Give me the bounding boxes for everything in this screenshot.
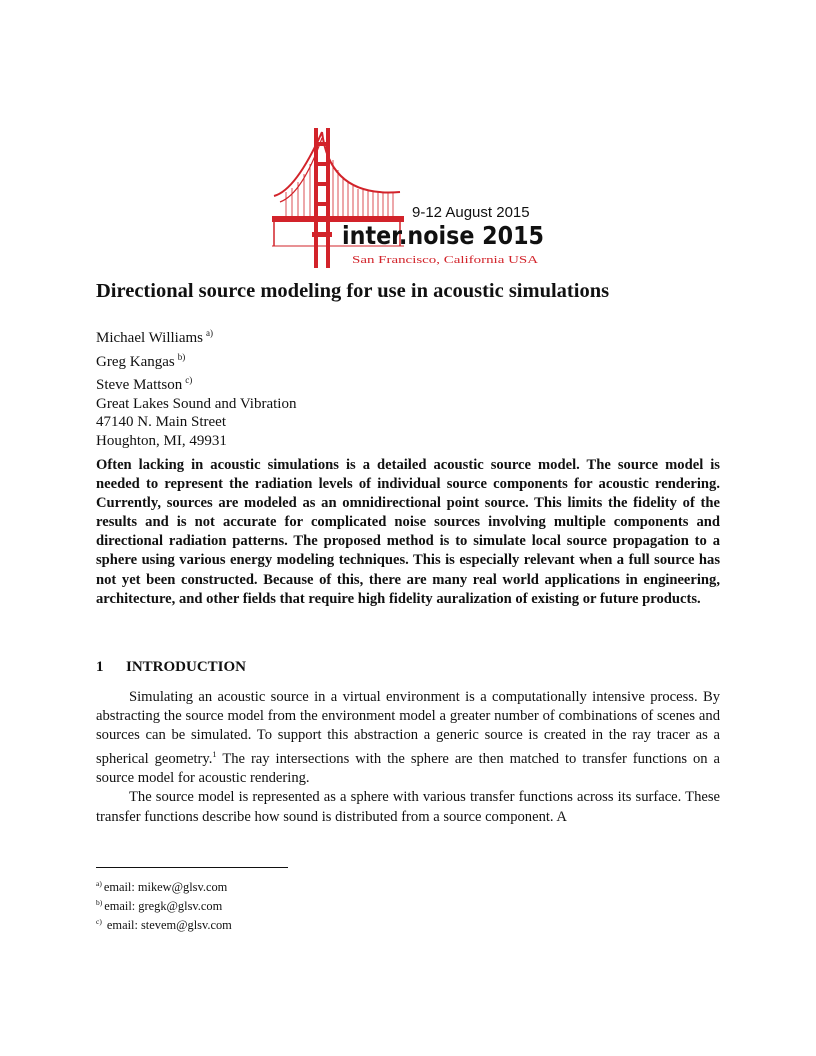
section-heading: [96, 659, 496, 676]
citation-ref: 1: [212, 749, 217, 760]
affiliation-city: Houghton, MI, 49931: [96, 432, 227, 449]
author-line: [96, 348, 496, 372]
author-line: [96, 371, 496, 395]
affiliation-org: Great Lakes Sound and Vibration: [96, 395, 297, 412]
author-mark: c): [185, 375, 193, 386]
footnote-mark: b): [96, 898, 103, 907]
author-name: Steve Mattson: [96, 377, 183, 394]
footnote-mark: a): [96, 879, 102, 888]
paper-title: Directional source modeling for use in acoustic simulations: [96, 280, 610, 302]
logo-date: 9-12 August 2015: [412, 204, 530, 221]
footnote-text: email: stevem@glsv.com: [103, 918, 232, 932]
abstract: Often lacking in acoustic simulations is a detailed acoustic source model. The source model is needed to represent the radiation levels of individual source components for acoustic rendering. Currently, sources are modeled as an omnidirectional point source. This limits the fidelity of the results and is not accurate for complicated noise sources involving multiple components and directional radiation patterns. The proposed method is to simulate local source propagation to a sphere using various energy modeling techniques. This is especially relevant when a full source has not yet been constructed. Because of this, there are many real world applications in engineering, architecture, and other fields that require high fidelity auralization of existing or future products.: [96, 457, 720, 607]
footnote: [96, 914, 496, 933]
conference-logo: [272, 128, 548, 268]
footnote-text: email: gregk@glsv.com: [104, 899, 223, 913]
footnote-divider: [96, 867, 288, 868]
logo-conference-name: inter.noise 2015: [342, 221, 544, 250]
author-mark: a): [206, 328, 214, 338]
footnotes: [96, 876, 496, 933]
section-body: [96, 688, 720, 827]
author-name: Michael Williams: [96, 330, 204, 346]
body-paragraph: [96, 688, 720, 788]
section-title: INTRODUCTION: [126, 659, 247, 675]
section-number: 1: [96, 659, 104, 675]
footnote-text: email: mikew@glsv.com: [103, 880, 228, 894]
logo-location: San Francisco, California USA: [352, 254, 539, 266]
footnote: [96, 895, 496, 914]
footnote: [96, 876, 496, 895]
author-mark: b): [177, 351, 186, 362]
paragraph-text: The ray intersections with the sphere are then matched to transfer functions on a source model for acoustic rendering.: [96, 751, 720, 787]
body-paragraph: The source model is represented as a sphere with various transfer functions across its surface. These transfer functions describe how sound is distributed from a source component. A: [96, 789, 720, 825]
author-name: Greg Kangas: [96, 353, 175, 370]
paragraph-text: Simulating an acoustic source in a virtual environment is a computationally intensive process. By abstracting the source model from the environment model a greater number of combinations of scenes and sources can be simulated. To support this abstraction a generic source is created in the ray tracer as a spherical geometry.: [96, 689, 720, 768]
footnote-mark: c): [96, 917, 102, 926]
affiliation-street: 47140 N. Main Street: [96, 414, 226, 431]
author-line: [96, 324, 496, 348]
author-block: [96, 324, 496, 451]
